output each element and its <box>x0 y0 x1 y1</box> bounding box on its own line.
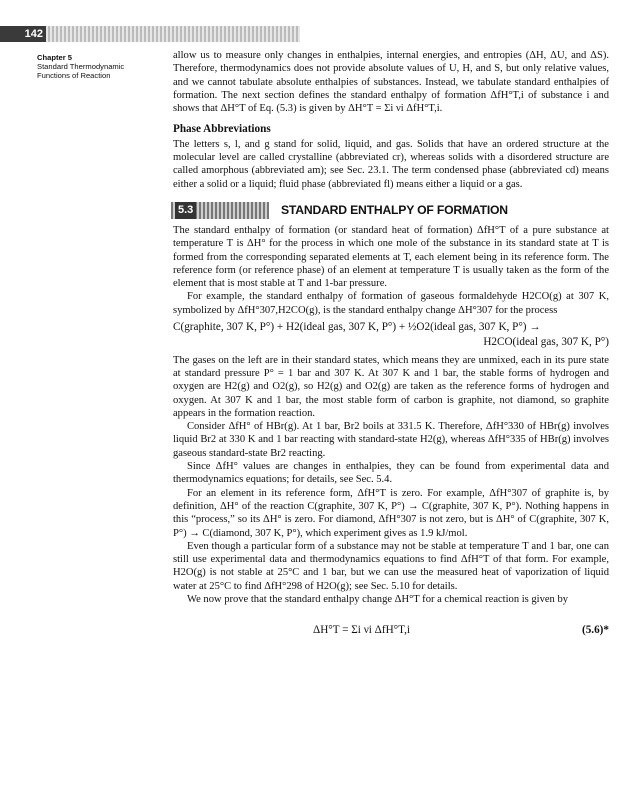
example-paragraph: For example, the standard enthalpy of formation of gaseous formaldehyde H2CO(g) at 307 K, symbolized by ΔfH°307,H2CO(g), is the standard enthalpy change ΔH°307 for the process <box>173 291 609 316</box>
phase-heading: Phase Abbreviations <box>173 123 271 136</box>
since-paragraph: Since ΔfH° values are changes in enthalpies, they can be found from experimental data and thermodynamics equations; for details, see Sec. 5.4. <box>173 461 609 486</box>
equation-number: (5.6)* <box>581 624 609 637</box>
even-paragraph: Even though a particular form of a substance may not be stable at temperature T and 1 bar, one can still use experimental data and thermodynamics equations to find ΔfH°T of that form. For example, H2O(g) is not stable at 25°C and 1 bar, but we can use the measured heat of vaporization of liquid water at 25°C to find ΔfH°298 of H2O(g); see Sec. 5.10 for details. <box>173 540 609 592</box>
intro-paragraph: allow us to measure only changes in enthalpies, internal energies, and entropies (ΔH, ΔU, and ΔS). Therefore, thermodynamics does not provide absolute values of U, H, and S, but only relative values, and we cannot tabulate absolute enthalpies of substances. Instead, we tabulate standard enthalpies of formation. The next section defines the standard enthalpy of formation ΔfH°T,i of substance i and shows that ΔH°T of Eq. (5.3) is given by ΔH°T = Σi νi ΔfH°T,i. <box>173 50 609 115</box>
final-equation-formula: ΔH°T = Σi νi ΔfH°T,i <box>313 624 411 637</box>
main-text <box>173 49 609 654</box>
gases-paragraph: The gases on the left are in their standard states, which means they are unmixed, each in its pure state at standard pressure P° = 1 bar and 307 K. At 307 K and 1 bar, the stable forms of hydrogen and oxygen are H2(g) and O2(g), so H2(g) and O2(g) are taken as the reference forms of hydrogen and oxygen. At 307 K and 1 bar, the most stable form of carbon is graphite, not diamond, so graphite appears in the formation reaction. <box>173 354 609 419</box>
formation-equation-line2: H2CO(ideal gas, 307 K, P°) <box>483 336 609 349</box>
definition-paragraph: The standard enthalpy of formation (or standard heat of formation) ΔfH°T of a pure substance at temperature T is ΔH° for the process in which one mole of the substance in its standard state at T is formed from the corresponding separated elements at T, each element being in its reference form. The reference form (or reference phase) of an element at temperature T is usually taken as the form of the element that is most stable at T and 1-bar pressure. <box>173 224 609 290</box>
phase-paragraph: The letters s, l, and g stand for solid, liquid, and gas. Solids that have an ordered structure at the molecular level are called crystalline (abbreviated cr), whereas solids with a disordered structure are called amorphous (abbreviated am); see Sec. 23.1. The term condensed phase (abbreviated cd) means either a solid or a liquid; fluid phase (abbreviated fl) means either a liquid or a gas. <box>173 138 609 190</box>
section-title: STANDARD ENTHALPY OF FORMATION <box>281 202 508 217</box>
chapter-title-line1: Standard Thermodynamic <box>37 62 125 71</box>
chapter-title-line2: Functions of Reaction <box>37 71 111 80</box>
final-equation <box>173 624 609 654</box>
formation-equation-line1: C(graphite, 307 K, P°) + H2(ideal gas, 307 K, P°) + ½O2(ideal gas, 307 K, P°) → <box>173 321 541 334</box>
section-number: 5.3 <box>175 202 196 219</box>
hbr-paragraph: Consider ΔfH° of HBr(g). At 1 bar, Br2 boils at 331.5 K. Therefore, ΔfH°330 of HBr(g) involves liquid Br2 at 330 K and 1 bar reacting with standard-state H2(g), whereas ΔfH°335 of HBr(g) involves gaseous standard-state Br2 reacting. <box>173 421 609 459</box>
page-number: 142 <box>0 26 46 42</box>
chapter-label: Chapter 5 <box>37 53 73 62</box>
section-header <box>171 202 609 219</box>
sidebar <box>37 53 167 80</box>
prove-paragraph: We now prove that the standard enthalpy change ΔH°T for a chemical reaction is given by <box>187 593 569 605</box>
element-paragraph: For an element in its reference form, ΔfH°T is zero. For example, ΔfH°307 of graphite is, by definition, ΔH° of the reaction C(graphite, 307 K, P°) → C(graphite, 307 K, P°). Nothing happens in this “process,” so its ΔH° is zero. For diamond, ΔfH°307 is not zero, but is ΔH° of C(graphite, 307 K, P°) → C(diamond, 307 K, P°), which experiment gives as 1.9 kJ/mol. <box>173 487 609 539</box>
